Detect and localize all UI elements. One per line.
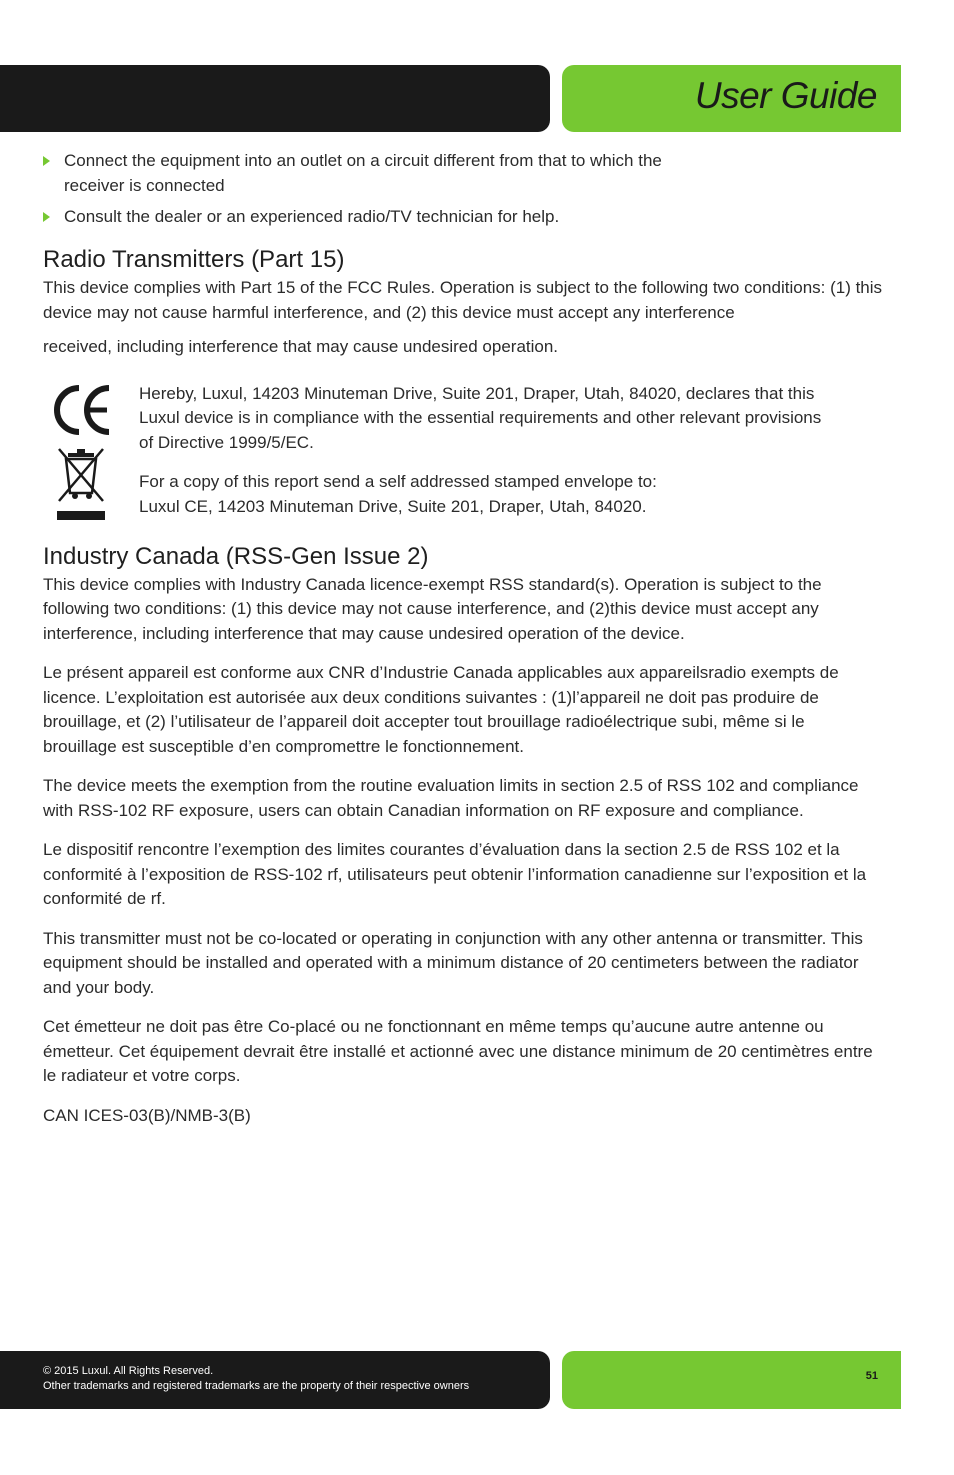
main-content: [43, 148, 883, 1128]
header-title-panel: [562, 65, 901, 132]
list-item: Connect the equipment into an outlet on a circuit different from that to which the receiver is connected: [43, 148, 724, 198]
canada-paragraph: Le dispositif rencontre l’exemption des limites courantes d’évaluation dans la section 2.5 de RSS 102 et la conformité à l’exposition de RSS-102 rf, utilisateurs peut obtenir l’information canadienne sur l’exposition et la conformité de rf.: [43, 840, 867, 908]
radio-paragraph: received, including interference that may cause undesired operation.: [43, 337, 559, 356]
section-heading-radio: Radio Transmitters (Part 15): [43, 246, 345, 273]
page-title: User Guide: [694, 75, 877, 116]
footer-bar: [0, 1351, 550, 1409]
ce-copy-address: Luxul CE, 14203 Minuteman Drive, Suite 201, Draper, Utah, 84020.: [139, 496, 647, 516]
bullet-list: [43, 148, 883, 229]
ce-icons: [51, 382, 111, 530]
canada-paragraph: Le présent appareil est conforme aux CNR d’Industrie Canada applicables aux appareilsradio exempts de licence. L’exploitation est autorisée aux deux conditions suivantes : (1)l’appareil ne doit pas produire de brouillage, et (2) l’utilisateur de l’appareil doit accepter tout brouillage radioélectrique subi, même si le brouillage est susceptible d’en compromettre le fonctionnement.: [43, 663, 839, 756]
ce-copy-line: For a copy of this report send a self addressed stamped envelope to:: [139, 472, 657, 491]
ce-mark-icon: [51, 382, 113, 438]
bullet-arrow-icon: [43, 156, 50, 166]
weee-bin-icon: [51, 445, 111, 525]
canada-paragraph: This device complies with Industry Canada licence-exempt RSS standard(s). Operation is subject to the following two conditions: (1) this device may not cause interference, and (2)this device must accept any interference, including interference that may cause undesired operation of the device.: [43, 574, 822, 643]
canada-paragraph: This transmitter must not be co-located or operating in conjunction with any other antenna or transmitter. This equipment should be installed and operated with a minimum distance of 20 centimeters between the radiator and your body.: [43, 928, 863, 997]
ce-declaration: [43, 382, 883, 532]
section-heading-canada: Industry Canada (RSS-Gen Issue 2): [43, 542, 429, 570]
footer-page-panel: [562, 1351, 901, 1409]
bullet-arrow-icon: [43, 212, 50, 222]
header-bar: [0, 65, 550, 132]
canada-paragraph: The device meets the exemption from the routine evaluation limits in section 2.5 of RSS 102 and compliance with RSS-102 RF exposure, users can obtain Canadian information on RF exposure and compliance.: [43, 776, 859, 820]
canada-ices-line: CAN ICES-03(B)/NMB-3(B): [43, 1105, 251, 1125]
radio-paragraph: This device complies with Part 15 of the FCC Rules. Operation is subject to the following two conditions: (1) this device may not cause harmful interference, and (2) this device must accept any interference: [43, 278, 883, 322]
ce-text: [139, 382, 839, 520]
canada-paragraph: Cet émetteur ne doit pas être Co-placé ou ne fonctionnant en même temps qu’aucune autre antenne ou émetteur. Cet équipement devrait être installé et actionné avec une distance minimum de 20 centimètres entre le radiateur et votre corps.: [43, 1017, 873, 1085]
page-number: 51: [865, 1370, 878, 1382]
ce-declaration-text: Hereby, Luxul, 14203 Minuteman Drive, Suite 201, Draper, Utah, 84020, declares that this Luxul device is in compliance with the essential requirements and other relevant provisions of Directive 1999/5/EC.: [139, 383, 822, 452]
trademark-text: Other trademarks and registered trademarks are the property of their respective owners: [43, 1380, 470, 1392]
list-item: Consult the dealer or an experienced radio/TV technician for help.: [43, 204, 724, 229]
copyright-text: © 2015 Luxul. All Rights Reserved.: [43, 1365, 214, 1377]
